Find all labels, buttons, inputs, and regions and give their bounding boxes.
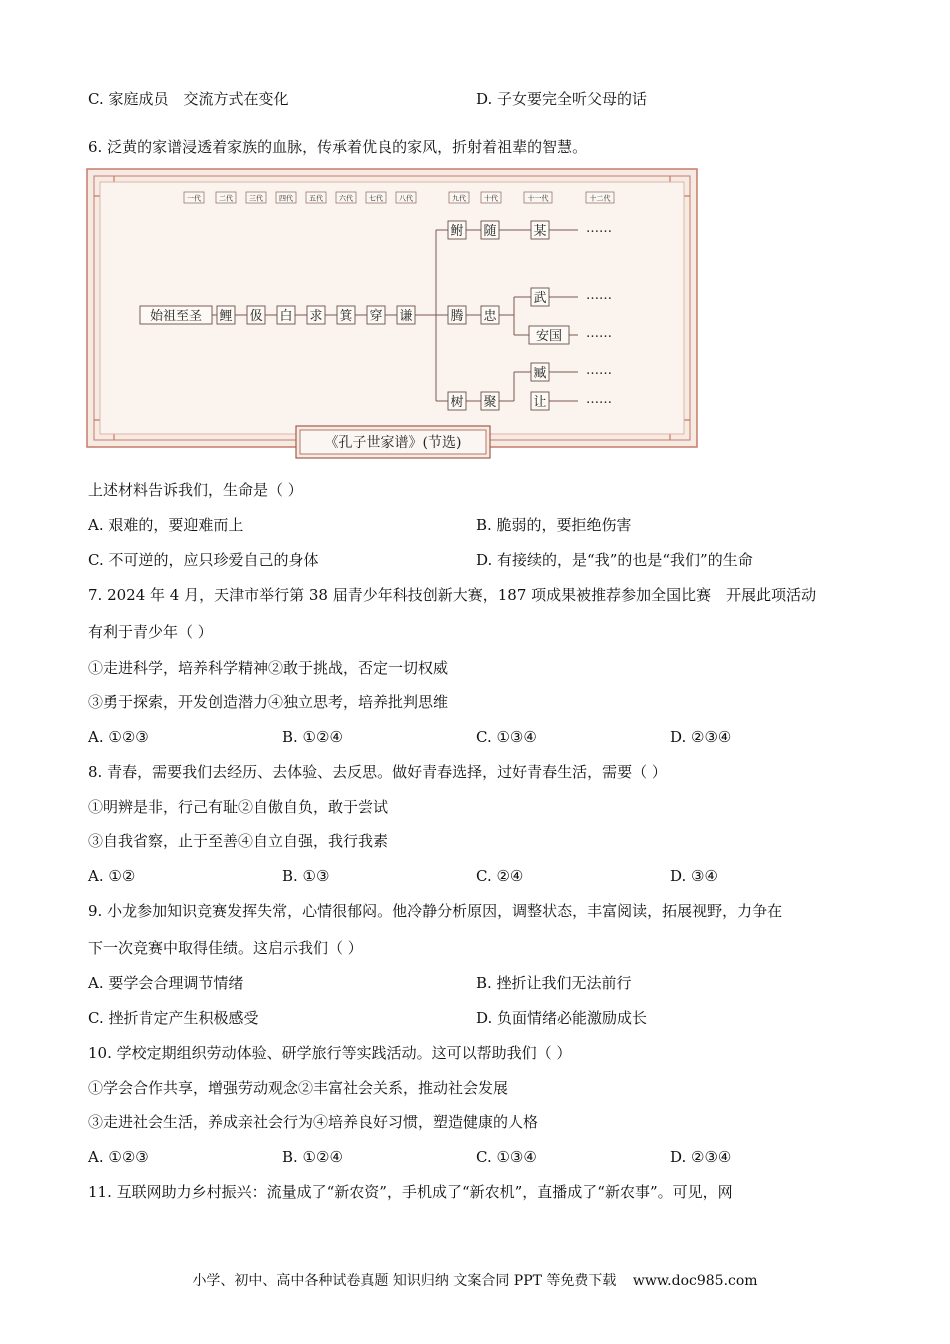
- q8-option-a: A. ①②: [88, 867, 136, 885]
- ellipsis-zang: ……: [586, 363, 612, 378]
- generation-label: 七代: [369, 194, 383, 203]
- footer-website[interactable]: www.doc985.com: [632, 1273, 758, 1289]
- q7-option-c: C. ①③④: [476, 728, 537, 746]
- q8-option-b: B. ①③: [282, 867, 330, 885]
- q9-stem-line1: 9. 小龙参加知识竞赛发挥失常，心情很郁闷。他冷静分析原因，调整状态，丰富阅读，拓展视野，力争在: [88, 902, 783, 920]
- generation-label: 五代: [309, 194, 323, 203]
- q8-statements-line1: ①明辨是非，行己有耻②自傲自负，敢于尝试: [88, 798, 389, 816]
- q10-option-b: B. ①②④: [282, 1148, 343, 1166]
- q6-option-a: A. 艰难的，要迎难而上: [88, 516, 244, 534]
- tree-node-top: 鲋: [450, 224, 464, 239]
- q8-option-c: C. ②④: [476, 867, 524, 885]
- tree-node-main: 始祖至圣: [149, 309, 203, 324]
- tree-node-bottom: 树: [450, 395, 464, 410]
- tree-node-main: 穿: [369, 309, 383, 324]
- q10-option-a: A. ①②③: [88, 1148, 149, 1166]
- generation-label: 九代: [452, 194, 466, 203]
- q8-option-d: D. ③④: [670, 867, 718, 885]
- tree-node-main: 白: [279, 309, 293, 324]
- q6-question: 上述材料告诉我们，生命是（ ）: [88, 481, 303, 499]
- q9-stem-line2: 下一次竞赛中取得佳绩。这启示我们（ ）: [88, 939, 363, 957]
- footer-promo-text: 小学、初中、高中各种试卷真题 知识归纳 文案合同 PPT 等免费下载: [192, 1273, 617, 1289]
- q7-option-b: B. ①②④: [282, 728, 343, 746]
- q10-option-d: D. ②③④: [670, 1148, 732, 1166]
- generation-label: 四代: [279, 194, 293, 203]
- q6-option-c: C. 不可逆的，应只珍爱自己的身体: [88, 551, 319, 569]
- q11-stem: 11. 互联网助力乡村振兴：流量成了“新农资”，手机成了“新农机”，直播成了“新农事”。可见，网: [88, 1183, 733, 1201]
- family-tree-figure: [86, 168, 700, 462]
- ellipsis-rang: ……: [586, 392, 612, 407]
- ellipsis-anguo: ……: [586, 326, 612, 341]
- q5-option-d: D. 子女要完全听父母的话: [476, 90, 648, 108]
- generation-label: 十一代: [527, 194, 549, 203]
- q5-option-c: C. 家庭成员 交流方式在变化: [88, 90, 289, 108]
- q10-statements-line1: ①学会合作共享，增强劳动观念②丰富社会关系，推动社会发展: [88, 1079, 509, 1097]
- tree-node-bottom: 让: [533, 395, 547, 410]
- q7-stem-line1: 7. 2024 年 4 月，天津市举行第 38 届青少年科技创新大赛，187 项成果被推荐参加全国比赛 开展此项活动: [88, 586, 817, 604]
- generation-label: 二代: [219, 194, 233, 203]
- generation-label: 八代: [399, 194, 413, 203]
- tree-node-top: 某: [533, 224, 547, 239]
- q10-option-c: C. ①③④: [476, 1148, 537, 1166]
- generation-label: 十二代: [589, 194, 611, 203]
- q9-option-a: A. 要学会合理调节情绪: [88, 974, 244, 992]
- q7-stem-line2: 有利于青少年（ ）: [88, 623, 213, 641]
- q7-option-d: D. ②③④: [670, 728, 732, 746]
- q7-statements-line1: ①走进科学，培养科学精神②敢于挑战，否定一切权威: [88, 659, 449, 677]
- tree-node-main: 伋: [249, 309, 263, 324]
- q6-option-d: D. 有接续的，是“我”的也是“我们”的生命: [476, 551, 753, 569]
- tree-node-mid: 武: [533, 291, 547, 306]
- q7-statements-line2: ③勇于探索，开发创造潜力④独立思考，培养批判思维: [88, 693, 449, 711]
- tree-node-mid: 腾: [450, 309, 464, 324]
- tree-node-mid: 忠: [483, 309, 497, 324]
- generation-label: 十代: [484, 194, 498, 203]
- q10-stem: 10. 学校定期组织劳动体验、研学旅行等实践活动。这可以帮助我们（ ）: [88, 1044, 572, 1062]
- tree-node-main: 谦: [399, 309, 413, 324]
- q10-statements-line2: ③走进社会生活，养成亲社会行为④培养良好习惯，塑造健康的人格: [88, 1113, 539, 1131]
- q6-option-b: B. 脆弱的，要拒绝伤害: [476, 516, 632, 534]
- tree-node-main: 箕: [339, 309, 353, 324]
- q6-stem: 6. 泛黄的家谱浸透着家族的血脉，传承着优良的家风，折射着祖辈的智慧。: [88, 138, 588, 156]
- q9-option-c: C. 挫折肯定产生积极感受: [88, 1009, 259, 1027]
- tree-node-main: 求: [309, 309, 323, 324]
- tree-node-mid: 安国: [535, 329, 563, 344]
- tree-node-top: 随: [483, 224, 497, 239]
- q8-stem: 8. 青春，需要我们去经历、去体验、去反思。做好青春选择，过好青春生活，需要（ ）: [88, 763, 667, 781]
- tree-node-main: 鲤: [219, 309, 233, 324]
- tree-node-bottom: 聚: [483, 395, 497, 410]
- ellipsis-top: ……: [586, 221, 612, 236]
- q9-option-b: B. 挫折让我们无法前行: [476, 974, 632, 992]
- generation-label: 六代: [339, 194, 353, 203]
- q9-option-d: D. 负面情绪必能激励成长: [476, 1009, 648, 1027]
- ellipsis-wu: ……: [586, 288, 612, 303]
- q7-option-a: A. ①②③: [88, 728, 149, 746]
- tree-node-bottom: 臧: [533, 366, 547, 381]
- q8-statements-line2: ③自我省察，止于至善④自立自强，我行我素: [88, 832, 389, 850]
- generation-label: 一代: [187, 194, 201, 203]
- generation-label: 三代: [249, 194, 263, 203]
- page-footer: [0, 1270, 950, 1290]
- figure-caption: 《孔子世家谱》(节选): [324, 435, 462, 451]
